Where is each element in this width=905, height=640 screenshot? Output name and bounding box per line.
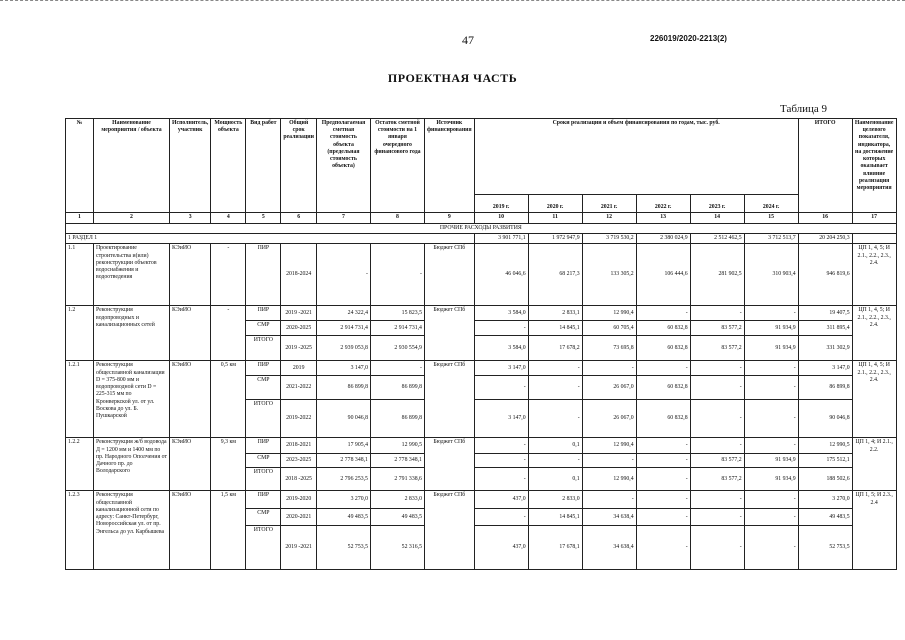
year-value: 60 832,8: [636, 376, 690, 400]
year-value: 2 833,1: [528, 306, 582, 321]
remaining-cost: 86 899,8: [370, 400, 424, 438]
section-value: 3 719 530,2: [582, 234, 636, 244]
total-value: 52 753,5: [798, 526, 852, 570]
column-number: 16: [798, 213, 852, 224]
year-value: -: [636, 454, 690, 468]
year-value: 3 147,0: [474, 400, 528, 438]
estimated-cost: 2 914 731,4: [316, 321, 370, 336]
year-value: -: [636, 509, 690, 526]
col-header-executor: Исполнитель, участник: [170, 119, 211, 213]
column-number: 5: [246, 213, 281, 224]
year-value: 91 934,9: [744, 336, 798, 361]
year-value: 281 902,5: [690, 244, 744, 306]
work-type: СМР: [246, 454, 281, 468]
year-value: 26 067,0: [582, 400, 636, 438]
year-value: -: [636, 526, 690, 570]
year-value: -: [474, 454, 528, 468]
year-value: 83 577,2: [690, 321, 744, 336]
column-number: 7: [316, 213, 370, 224]
section-value: 2 512 462,5: [690, 234, 744, 244]
estimated-cost: 2 778 348,1: [316, 454, 370, 468]
year-value: -: [690, 491, 744, 509]
column-number: 2: [94, 213, 170, 224]
year-value: -: [690, 306, 744, 321]
year-value: -: [528, 400, 582, 438]
total-value: 12 990,5: [798, 438, 852, 454]
work-type: ПИР: [246, 438, 281, 454]
year-value: -: [744, 509, 798, 526]
year-value: 17 678,2: [528, 336, 582, 361]
capacity: -: [211, 306, 246, 361]
target-indicator: ЦП 1, 4, 5; И 2.1., 2.2., 2.3., 2.4.: [852, 361, 896, 438]
estimated-cost: 90 046,8: [316, 400, 370, 438]
row-number: 1.1: [66, 244, 94, 306]
remaining-cost: 2 778 348,1: [370, 454, 424, 468]
year-value: -: [744, 491, 798, 509]
executor: КЭиИО: [170, 361, 211, 438]
row-number: 1.2.2: [66, 438, 94, 491]
year-value: -: [474, 509, 528, 526]
year-value: 310 903,4: [744, 244, 798, 306]
financing-table: [65, 118, 897, 570]
year-value: 91 934,9: [744, 321, 798, 336]
year-value: 60 705,4: [582, 321, 636, 336]
section-banner-row: [66, 224, 897, 234]
funding-source: Бюджет СПб: [424, 491, 474, 570]
year-value: 3 584,0: [474, 336, 528, 361]
column-numbers-row: [66, 213, 897, 224]
year-value: -: [528, 376, 582, 400]
column-number: 6: [281, 213, 317, 224]
year-value: -: [690, 438, 744, 454]
year-value: 12 990,4: [582, 306, 636, 321]
estimated-cost: 86 899,8: [316, 376, 370, 400]
col-header-indicator: Наименование целевого показателя, индикатора, на достижение которых оказывает влияние реализация мероприятия: [852, 119, 896, 213]
implementation-term: 2021-2022: [281, 376, 317, 400]
implementation-term: 2019-2020: [281, 491, 317, 509]
column-number: 8: [370, 213, 424, 224]
estimated-cost: 17 905,4: [316, 438, 370, 454]
executor: КЭиИО: [170, 438, 211, 491]
section-value: 3 712 513,7: [744, 234, 798, 244]
col-header-total: ИТОГО: [798, 119, 852, 213]
total-value: 19 407,5: [798, 306, 852, 321]
year-value: -: [474, 468, 528, 491]
year-value: -: [582, 361, 636, 376]
work-type: ИТОГО: [246, 526, 281, 570]
col-header-name: Наименование мероприятия / объекта: [94, 119, 170, 213]
year-value: -: [636, 491, 690, 509]
column-number: 4: [211, 213, 246, 224]
column-number: 10: [474, 213, 528, 224]
implementation-term: 2018 -2025: [281, 468, 317, 491]
remaining-cost: 2 914 731,4: [370, 321, 424, 336]
estimated-cost: 3 270,0: [316, 491, 370, 509]
project-name: Реконструкция общесплавной канализационной сети по адресу: Санкт-Петербург, Новороссийская ул. от пр. Энгельса до ул. Карбышева: [94, 491, 170, 570]
work-type: ИТОГО: [246, 336, 281, 361]
page-number: 47: [462, 33, 474, 47]
project-name: Проектирование строительства и(или) реконструкции объектов водоснабжения и водоотведения: [94, 244, 170, 306]
total-value: 49 483,5: [798, 509, 852, 526]
work-type: ИТОГО: [246, 468, 281, 491]
remaining-cost: 52 316,5: [370, 526, 424, 570]
year-value: -: [636, 468, 690, 491]
year-value: -: [690, 509, 744, 526]
work-type: ПИР: [246, 244, 281, 306]
target-indicator: ЦП 1, 4, 5; И 2.1., 2.2., 2.3., 2.4.: [852, 244, 896, 306]
implementation-term: 2019: [281, 361, 317, 376]
year-value: -: [690, 526, 744, 570]
capacity: 9,3 км: [211, 438, 246, 491]
column-number: 11: [528, 213, 582, 224]
work-type: СМР: [246, 376, 281, 400]
year-value: 91 934,9: [744, 468, 798, 491]
total-value: 331 302,9: [798, 336, 852, 361]
col-header-year: 2021 г.: [582, 195, 636, 213]
total-value: 3 270,0: [798, 491, 852, 509]
total-value: 311 895,4: [798, 321, 852, 336]
column-number: 9: [424, 213, 474, 224]
col-header-work: Вид работ: [246, 119, 281, 213]
estimated-cost: 52 753,5: [316, 526, 370, 570]
year-value: 73 695,8: [582, 336, 636, 361]
capacity: 0,5 км: [211, 361, 246, 438]
remaining-cost: 49 483,5: [370, 509, 424, 526]
year-value: 60 832,8: [636, 400, 690, 438]
year-value: 14 845,1: [528, 321, 582, 336]
year-value: 83 577,2: [690, 454, 744, 468]
total-value: 188 502,6: [798, 468, 852, 491]
capacity: 1,5 км: [211, 491, 246, 570]
estimated-cost: 3 147,0: [316, 361, 370, 376]
column-number: 13: [636, 213, 690, 224]
col-header-year: 2020 г.: [528, 195, 582, 213]
column-number: 1: [66, 213, 94, 224]
year-value: 3 147,0: [474, 361, 528, 376]
year-value: -: [582, 454, 636, 468]
target-indicator: ЦП 1, 4; И 2.1., 2.2.: [852, 438, 896, 491]
section-value: 2 380 024,9: [636, 234, 690, 244]
year-value: -: [474, 438, 528, 454]
funding-source: Бюджет СПб: [424, 361, 474, 438]
year-value: -: [582, 491, 636, 509]
col-header-num: №: [66, 119, 94, 213]
project-row: [66, 491, 897, 509]
year-value: 17 678,1: [528, 526, 582, 570]
year-value: -: [528, 454, 582, 468]
total-value: 946 819,6: [798, 244, 852, 306]
project-row: [66, 361, 897, 376]
project-row: [66, 306, 897, 321]
year-value: 133 305,2: [582, 244, 636, 306]
implementation-term: 2020-2025: [281, 321, 317, 336]
estimated-cost: 2 939 053,8: [316, 336, 370, 361]
target-indicator: ЦП 1, 4, 5; И 2.1., 2.2., 2.3., 2.4.: [852, 306, 896, 361]
year-value: 12 990,4: [582, 468, 636, 491]
work-type: СМР: [246, 321, 281, 336]
total-value: 86 899,8: [798, 376, 852, 400]
estimated-cost: 2 796 253,5: [316, 468, 370, 491]
year-value: -: [744, 376, 798, 400]
year-value: -: [744, 306, 798, 321]
row-number: 1.2.1: [66, 361, 94, 438]
scan-top-edge: [0, 0, 905, 5]
work-type: ПИР: [246, 361, 281, 376]
implementation-term: 2019 -2021: [281, 306, 317, 321]
col-header-cost: Предполагаемая сметная стоимость объекта (предельная стоимость объекта): [316, 119, 370, 213]
year-value: -: [690, 400, 744, 438]
column-number: 14: [690, 213, 744, 224]
document-number: 226019/2020-2213(2): [650, 34, 727, 43]
col-header-term: Общий срок реализации: [281, 119, 317, 213]
work-type: СМР: [246, 509, 281, 526]
year-value: 0,1: [528, 468, 582, 491]
column-number: 12: [582, 213, 636, 224]
target-indicator: ЦП 1, 5; И 2.3., 2.4: [852, 491, 896, 570]
implementation-term: 2018-2024: [281, 244, 317, 306]
year-value: 60 832,8: [636, 321, 690, 336]
estimated-cost: -: [316, 244, 370, 306]
row-number: 1.2: [66, 306, 94, 361]
col-header-year: 2022 г.: [636, 195, 690, 213]
col-header-year: 2024 г.: [744, 195, 798, 213]
work-type: ПИР: [246, 306, 281, 321]
year-value: -: [690, 376, 744, 400]
total-value: 3 147,0: [798, 361, 852, 376]
estimated-cost: 24 322,4: [316, 306, 370, 321]
col-header-year: 2019 г.: [474, 195, 528, 213]
column-number: 17: [852, 213, 896, 224]
year-value: 437,0: [474, 526, 528, 570]
section-totals-row: [66, 234, 897, 244]
year-value: 14 845,1: [528, 509, 582, 526]
year-value: -: [528, 361, 582, 376]
year-value: -: [690, 361, 744, 376]
year-value: 46 046,6: [474, 244, 528, 306]
row-number: 1.2.3: [66, 491, 94, 570]
column-number: 15: [744, 213, 798, 224]
year-value: 106 444,6: [636, 244, 690, 306]
remaining-cost: 12 990,5: [370, 438, 424, 454]
year-value: 3 584,0: [474, 306, 528, 321]
executor: КЭиИО: [170, 244, 211, 306]
year-value: 91 934,9: [744, 454, 798, 468]
capacity: -: [211, 244, 246, 306]
col-header-year: 2023 г.: [690, 195, 744, 213]
section-value: 3 901 771,1: [474, 234, 528, 244]
section-empty-cell: [852, 234, 896, 244]
col-header-years: Сроки реализации и объем финансирования по годам, тыс. руб.: [474, 119, 798, 195]
funding-source: Бюджет СПб: [424, 244, 474, 306]
implementation-term: 2020-2021: [281, 509, 317, 526]
section-value: 1 972 947,9: [528, 234, 582, 244]
year-value: 68 217,3: [528, 244, 582, 306]
funding-source: Бюджет СПб: [424, 306, 474, 361]
project-name: Реконструкция водопроводных и канализационных сетей: [94, 306, 170, 361]
section-title: ПРОЕКТНАЯ ЧАСТЬ: [387, 71, 518, 85]
section-label: 1 РАЗДЕЛ 1: [66, 234, 475, 244]
section-banner: ПРОЧИЕ РАСХОДЫ РАЗВИТИЯ: [66, 224, 897, 234]
total-value: 175 512,1: [798, 454, 852, 468]
year-value: -: [744, 526, 798, 570]
year-value: -: [744, 400, 798, 438]
estimated-cost: 49 483,5: [316, 509, 370, 526]
year-value: 34 638,4: [582, 509, 636, 526]
implementation-term: 2019-2022: [281, 400, 317, 438]
section-value: 20 204 250,3: [798, 234, 852, 244]
year-value: 83 577,2: [690, 336, 744, 361]
year-value: 0,1: [528, 438, 582, 454]
year-value: -: [744, 361, 798, 376]
implementation-term: 2018-2021: [281, 438, 317, 454]
remaining-cost: -: [370, 361, 424, 376]
project-row: [66, 438, 897, 454]
year-value: -: [636, 361, 690, 376]
remaining-cost: 2 930 554,9: [370, 336, 424, 361]
implementation-term: 2019 -2021: [281, 526, 317, 570]
table-label: Таблица 9: [780, 103, 828, 115]
year-value: -: [636, 306, 690, 321]
remaining-cost: -: [370, 244, 424, 306]
col-header-remainder: Остаток сметной стоимости на 1 января очередного финансового года: [370, 119, 424, 213]
remaining-cost: 86 899,8: [370, 376, 424, 400]
remaining-cost: 2 791 338,6: [370, 468, 424, 491]
year-value: 2 833,0: [528, 491, 582, 509]
funding-source: Бюджет СПб: [424, 438, 474, 491]
work-type: ПИР: [246, 491, 281, 509]
year-value: 26 067,0: [582, 376, 636, 400]
project-name: Реконструкция ж/б водовода Д = 1200 мм и 1400 мм по пр. Народного Ополчения от Дачного пр. до Володарского: [94, 438, 170, 491]
year-value: 60 832,8: [636, 336, 690, 361]
year-value: -: [636, 438, 690, 454]
implementation-term: 2023-2025: [281, 454, 317, 468]
column-number: 3: [170, 213, 211, 224]
implementation-term: 2019 -2025: [281, 336, 317, 361]
col-header-capacity: Мощность объекта: [211, 119, 246, 213]
year-value: -: [744, 438, 798, 454]
year-value: 437,0: [474, 491, 528, 509]
work-type: ИТОГО: [246, 400, 281, 438]
total-value: 90 046,8: [798, 400, 852, 438]
project-row: [66, 244, 897, 306]
remaining-cost: 2 833,0: [370, 491, 424, 509]
year-value: 83 577,2: [690, 468, 744, 491]
project-name: Реконструкция общесплавной канализации D = 375-800 мм и водопроводной сети D = 225-315 мм по Кронверкской ул. от ул. Воскова до ул. Б. Пушкарской: [94, 361, 170, 438]
year-value: 34 638,4: [582, 526, 636, 570]
remaining-cost: 15 823,5: [370, 306, 424, 321]
year-value: 12 990,4: [582, 438, 636, 454]
executor: КЭиИО: [170, 491, 211, 570]
year-value: -: [474, 376, 528, 400]
year-value: -: [474, 321, 528, 336]
executor: КЭиИО: [170, 306, 211, 361]
col-header-source: Источник финансирования: [424, 119, 474, 213]
